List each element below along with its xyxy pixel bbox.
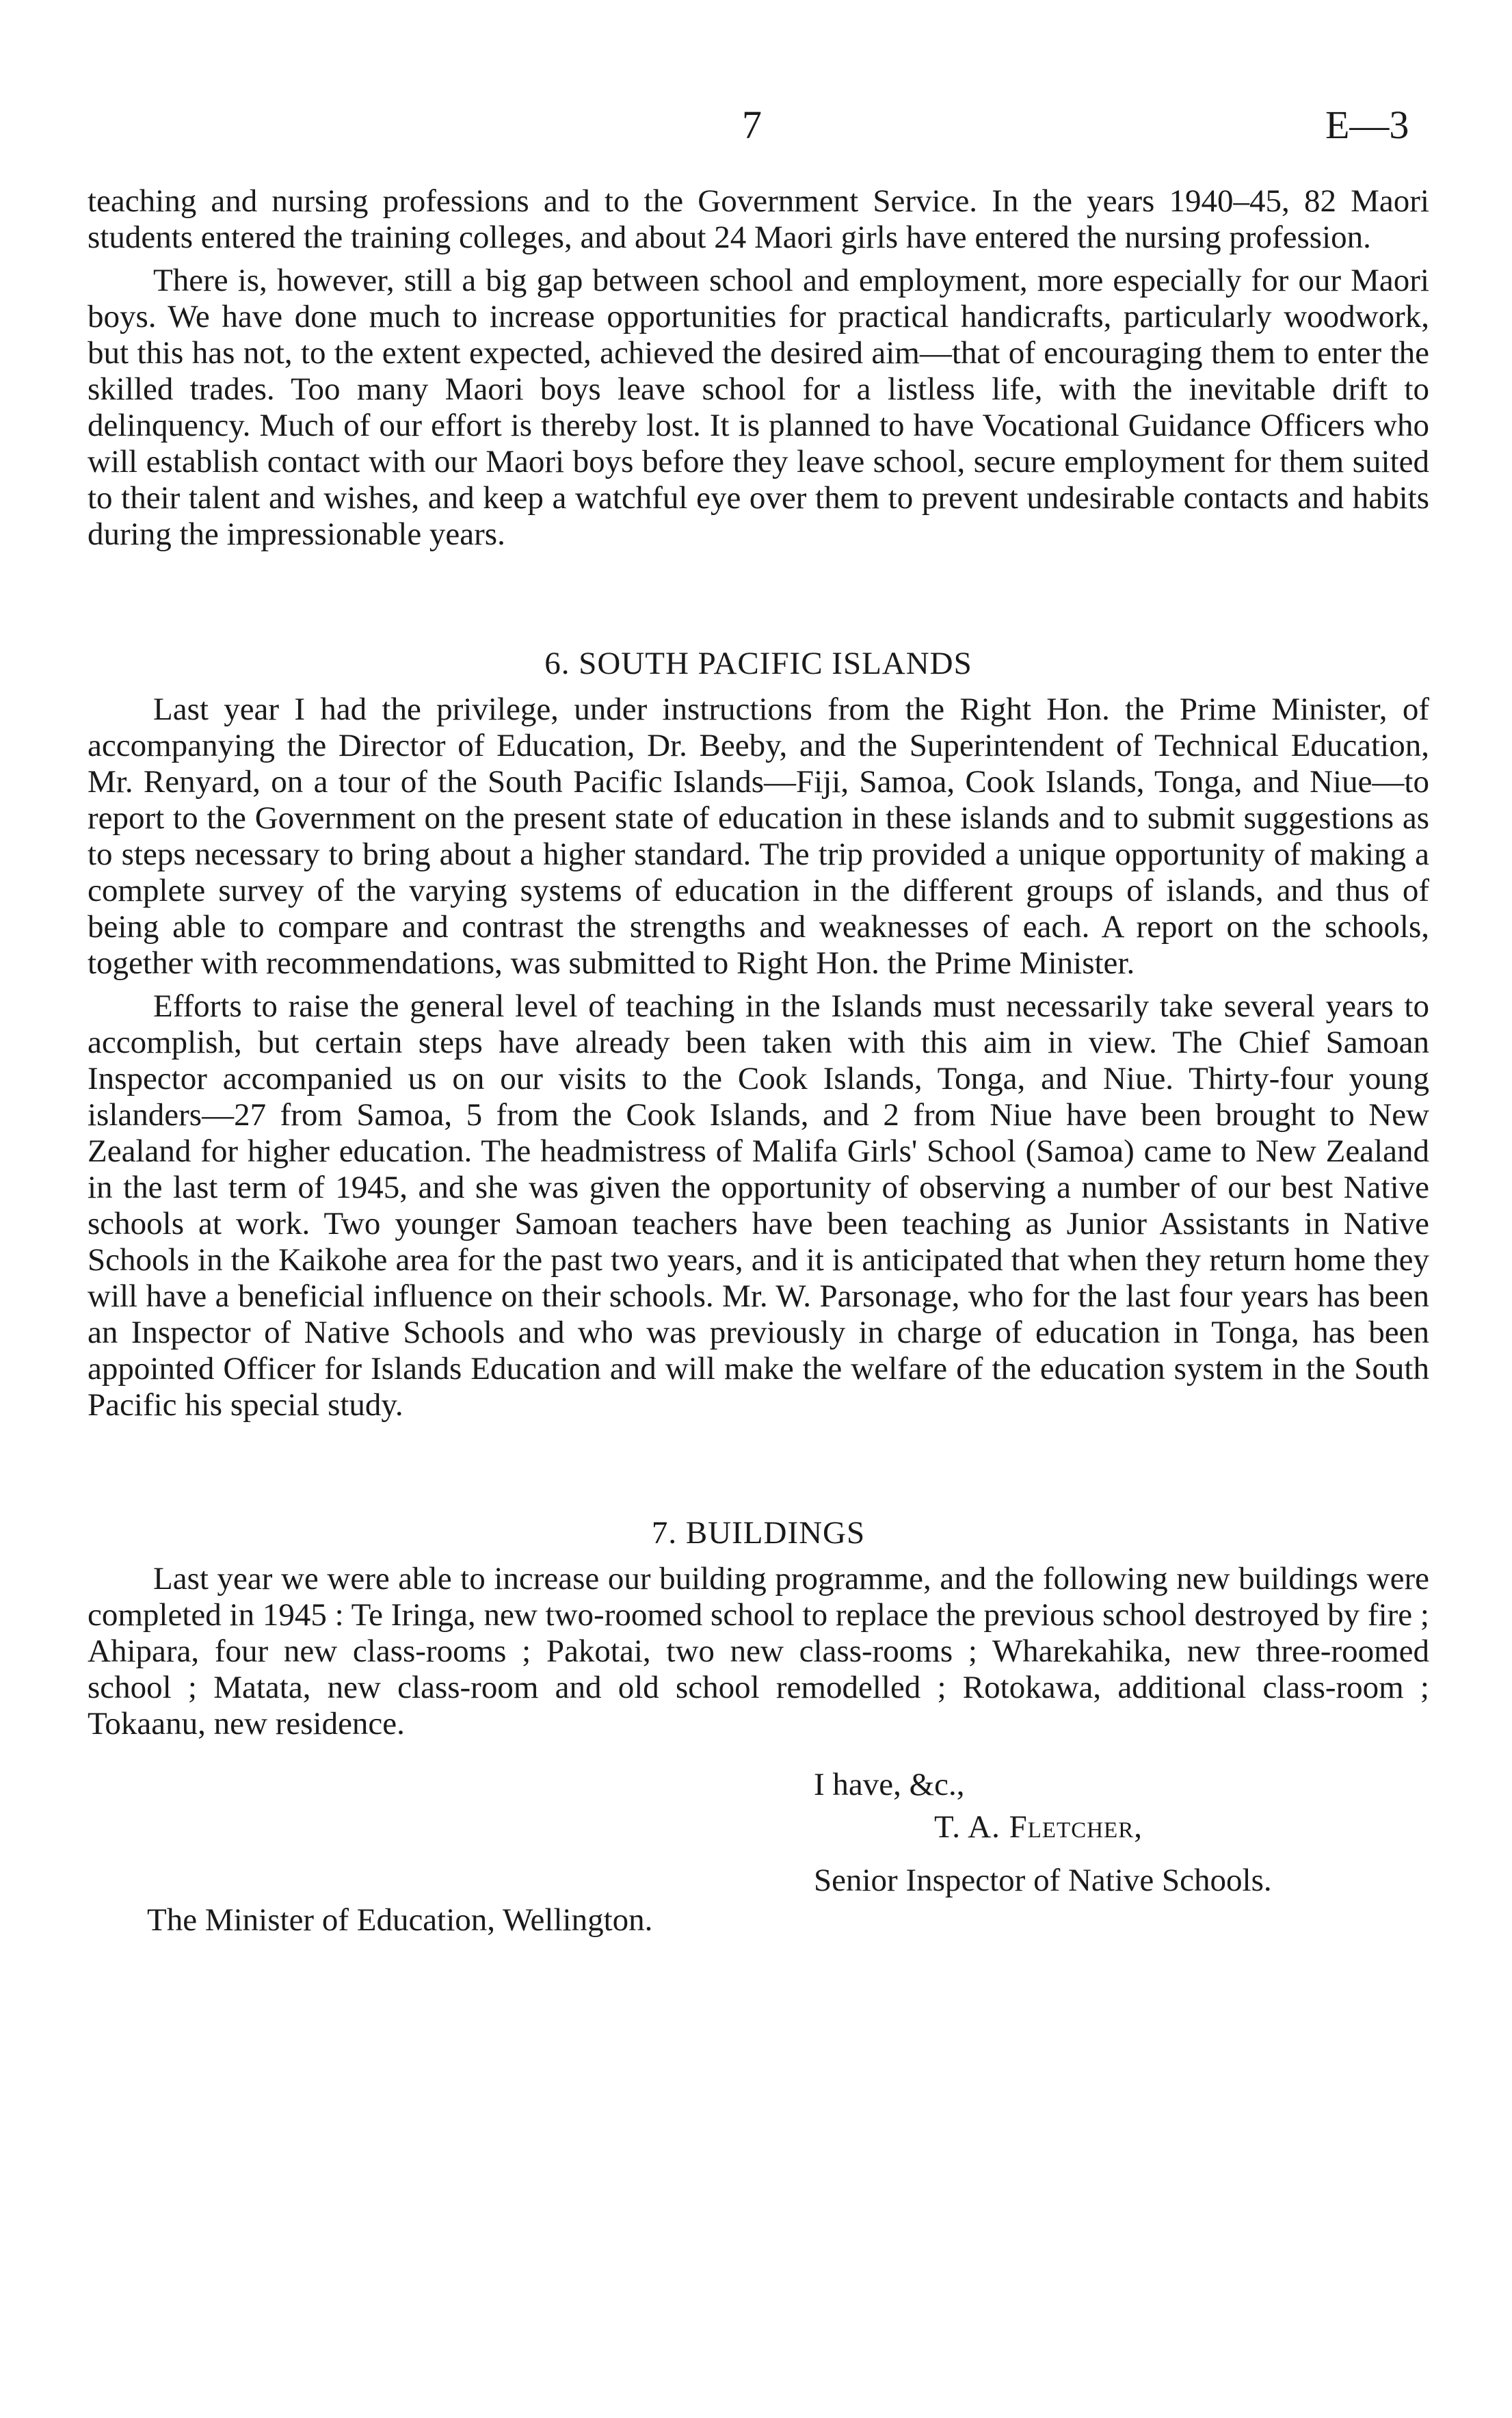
section-heading-buildings: 7. BUILDINGS [651, 1515, 866, 1551]
salutation: I have, &c., [814, 1767, 965, 1802]
signatory-surname: Fletcher, [1009, 1809, 1143, 1845]
paragraph-islands-efforts: Efforts to raise the general level of teaching in the Islands must necessarily take several years to accomplish, but certain steps have already been taken with this aim in view. The Chief Samoan Inspector accompanied us on our visits to the Cook Islands, Tonga, and Niue. Thirty-four young islanders—27 from Samoa, 5 from the Cook Islands, and 2 from Niue have been brought to New Zealand for higher education. The headmistress of Malifa Girls' School (Samoa) came to New Zealand in the last term of 1945, and she was given the opportunity of observing a number of our best Native schools at work. Two younger Samoan teachers have been teaching as Junior Assistants in Native Schools in the Kaikohe area for the past two years, and it is anticipated that when they return home they will have a beneficial influence on their schools. Mr. W. Parsonage, who for the last four years has been an Inspector of Native Schools and who was previously in charge of education in Tonga, has been appointed Officer for Islands Education and will make the welfare of the education system in the South Pacific his special study. [88, 988, 1429, 1423]
document-body [88, 183, 1429, 2006]
addressee: The Minister of Education, Wellington. [147, 1902, 653, 1938]
page-number: 7 [742, 103, 762, 147]
paragraph-continued: teaching and nursing professions and to the Government Service. In the years 1940–45, 82 Maori students entered the training colleges, and about 24 Maori girls have entered the nursing profession. [88, 183, 1429, 255]
signatory-title: Senior Inspector of Native Schools. [814, 1863, 1272, 1898]
letter-closing [88, 1767, 1429, 2006]
page-header [0, 101, 1512, 149]
signatory-name [934, 1809, 1143, 1845]
section-heading-south-pacific-islands: 6. SOUTH PACIFIC ISLANDS [544, 646, 972, 681]
signatory-initials: T. A. [934, 1809, 1009, 1845]
paragraph-islands-tour: Last year I had the privilege, under instructions from the Right Hon. the Prime Minister, of accompanying the Director of Education, Dr. Beeby, and the Superintendent of Technical Education, Mr. Renyard, on a tour of the South Pacific Islands—Fiji, Samoa, Cook Islands, Tonga, and Niue—to report to the Government on the present state of education in these islands and to submit suggestions as to steps necessary to bring about a higher standard. The trip provided a unique opportunity of making a complete survey of the varying systems of education in the different groups of islands, and thus of being able to compare and contrast the strengths and weaknesses of each. A report on the schools, together with recommendations, was submitted to Right Hon. the Prime Minister. [88, 692, 1429, 981]
paragraph-buildings: Last year we were able to increase our building programme, and the following new buildings were completed in 1945 : Te Iringa, new two-roomed school to replace the previous school destroyed by fire ; Ahipara, four new class-rooms ; Pakotai, two new class-rooms ; Wharekahika, new three-roomed school ; Matata, new class-room and old school remodelled ; Rotokawa, additional class-room ; Tokaanu, new residence. [88, 1561, 1429, 1742]
paragraph-maori-employment: There is, however, still a big gap between school and employment, more especially for our Maori boys. We have done much to increase opportunities for practical handicrafts, particularly woodwork, but this has not, to the extent expected, achieved the desired aim—that of encouraging them to enter the skilled trades. Too many Maori boys leave school for a listless life, with the inevitable drift to delinquency. Much of our effort is thereby lost. It is planned to have Vocational Guidance Officers who will establish contact with our Maori boys before they leave school, secure employment for them suited to their talent and wishes, and keep a watchful eye over them to prevent undesirable contacts and habits during the impressionable years. [88, 263, 1429, 552]
report-code: E—3 [1325, 103, 1409, 147]
